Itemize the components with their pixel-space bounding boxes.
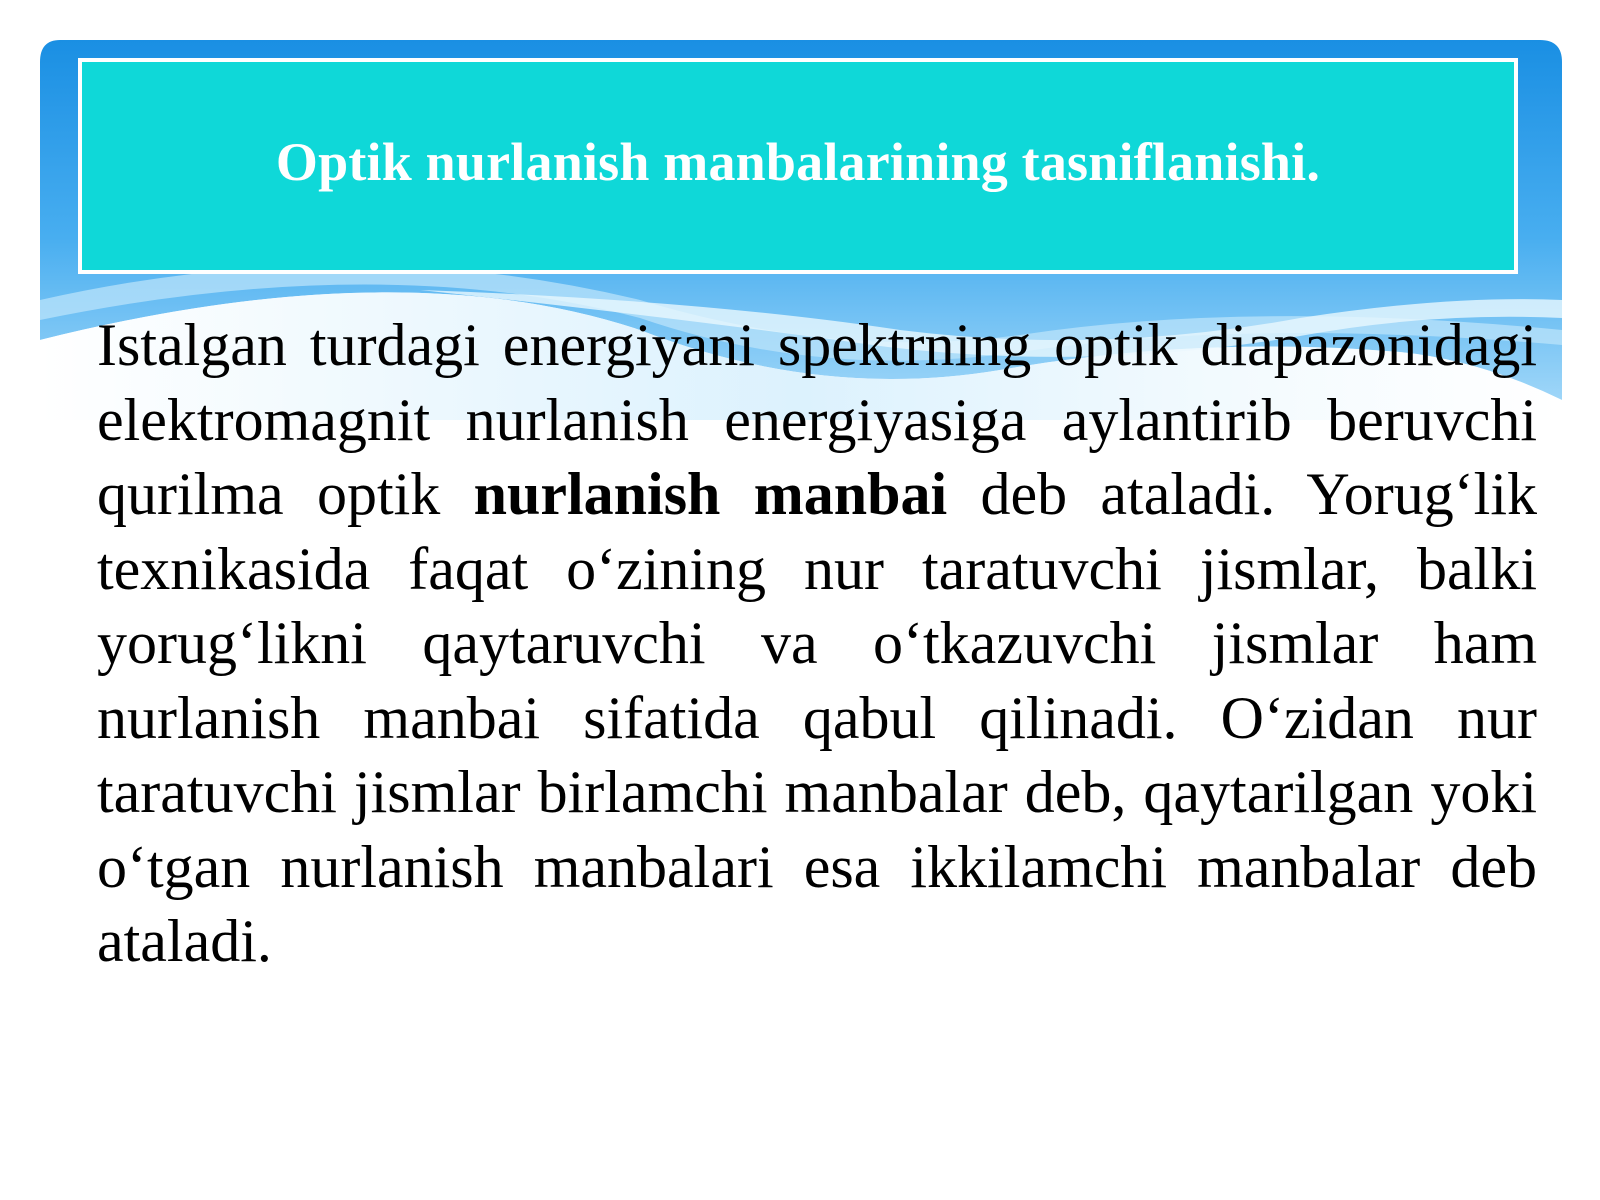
- body-text-rest: deb ataladi. Yorug‘lik texnikasida faqat o‘zining nur taratuvchi jismlar, balki yorug‘likni qaytaruvchi va o‘tkazuvchi jismlar ham nurlanish manbai sifatida qabul qilinadi. O‘zidan nur taratuvchi jismlar birlamchi manbalar deb, qaytarilgan yoki o‘tgan nurlanish manbalari esa ikkilamchi manbalar deb ataladi.: [97, 461, 1538, 974]
- body-text-bold-term: nurlanish manbai: [473, 461, 948, 527]
- slide-title: Optik nurlanish manbalarining tasniflanishi.: [275, 132, 1321, 192]
- body-paragraph: [97, 308, 1537, 979]
- body-text-intro: Istalgan turdagi energiyani spektrning optik diapazonidagi elektromagnit nurlanish energiyasiga aylantirib beruvchi qurilma optik: [97, 312, 1537, 527]
- title-box: [78, 58, 1518, 274]
